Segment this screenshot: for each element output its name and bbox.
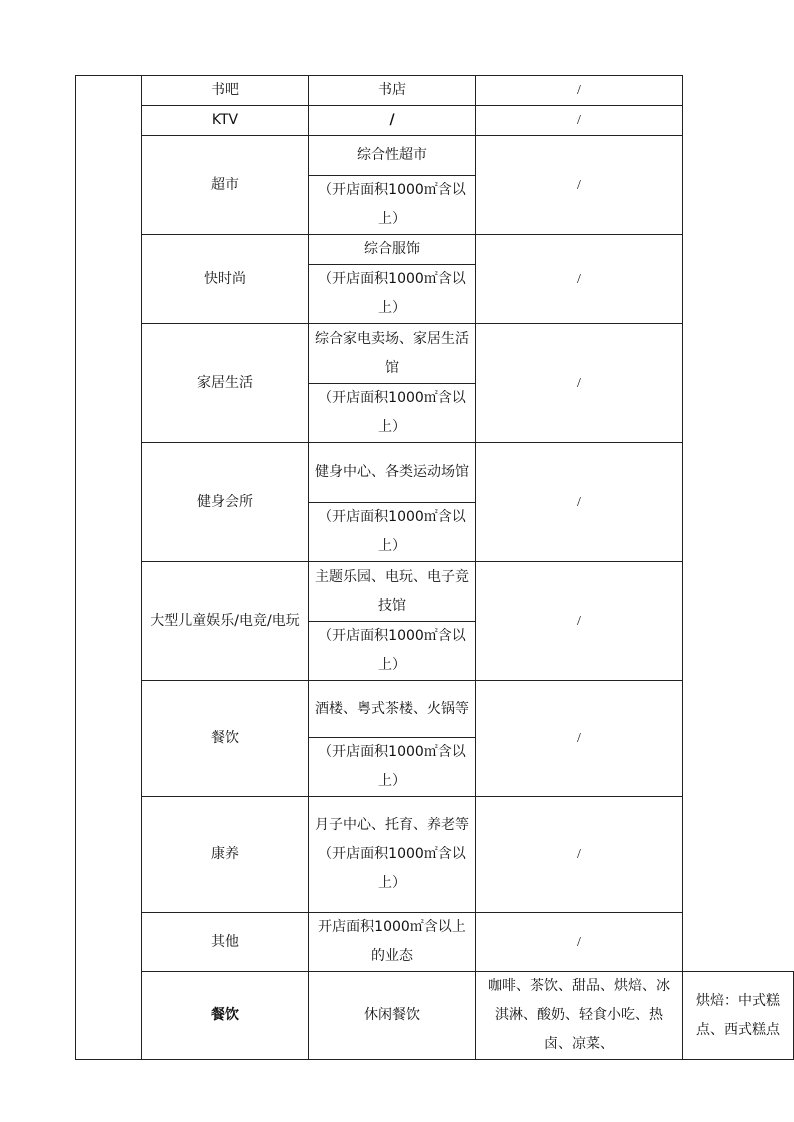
row-desc: 酒楼、粤式茶楼、火锅等	[309, 681, 476, 738]
row-note: 烘焙：中式糕点、西式糕点	[683, 972, 794, 1060]
row-note: /	[476, 562, 683, 681]
category-cell: 餐饮	[142, 972, 309, 1060]
business-format-table	[75, 75, 794, 1060]
row-note: /	[476, 913, 683, 972]
row-desc: /	[309, 106, 476, 136]
row-desc: 主题乐园、电玩、电子竞技馆	[309, 562, 476, 622]
row-area: （开店面积1000㎡含以上）	[309, 384, 476, 443]
row-note: /	[476, 443, 683, 562]
row-name: 健身会所	[142, 443, 309, 562]
row-name: 餐饮	[142, 681, 309, 797]
row-desc: 月子中心、托育、养老等（开店面积1000㎡含以上）	[309, 797, 476, 913]
row-area: （开店面积1000㎡含以上）	[309, 622, 476, 681]
row-desc: 咖啡、茶饮、甜品、烘焙、冰淇淋、酸奶、轻食小吃、热卤、凉菜、	[476, 972, 683, 1060]
row-note: /	[476, 106, 683, 136]
row-note: /	[476, 324, 683, 443]
row-desc: 综合性超市	[309, 136, 476, 176]
row-name: 家居生活	[142, 324, 309, 443]
row-note: /	[476, 136, 683, 235]
row-note: /	[476, 681, 683, 797]
row-name: 超市	[142, 136, 309, 235]
row-note: /	[476, 797, 683, 913]
row-desc: 书店	[309, 76, 476, 106]
row-desc: 综合服饰	[309, 235, 476, 265]
row-name: 快时尚	[142, 235, 309, 324]
row-note: /	[476, 235, 683, 324]
row-area: （开店面积1000㎡含以上）	[309, 503, 476, 562]
row-name: 其他	[142, 913, 309, 972]
row-name: 康养	[142, 797, 309, 913]
row-name: 休闲餐饮	[309, 972, 476, 1060]
row-area: （开店面积1000㎡含以上）	[309, 176, 476, 235]
row-desc: 开店面积1000㎡含以上的业态	[309, 913, 476, 972]
row-area: （开店面积1000㎡含以上）	[309, 265, 476, 324]
row-area: （开店面积1000㎡含以上）	[309, 738, 476, 797]
row-desc: 健身中心、各类运动场馆	[309, 443, 476, 503]
row-name: 书吧	[142, 76, 309, 106]
row-desc: 综合家电卖场、家居生活馆	[309, 324, 476, 384]
row-note: /	[476, 76, 683, 106]
row-name: 大型儿童娱乐/电竞/电玩	[142, 562, 309, 681]
row-name: KTV	[142, 106, 309, 136]
category-cell-empty	[76, 76, 142, 1060]
